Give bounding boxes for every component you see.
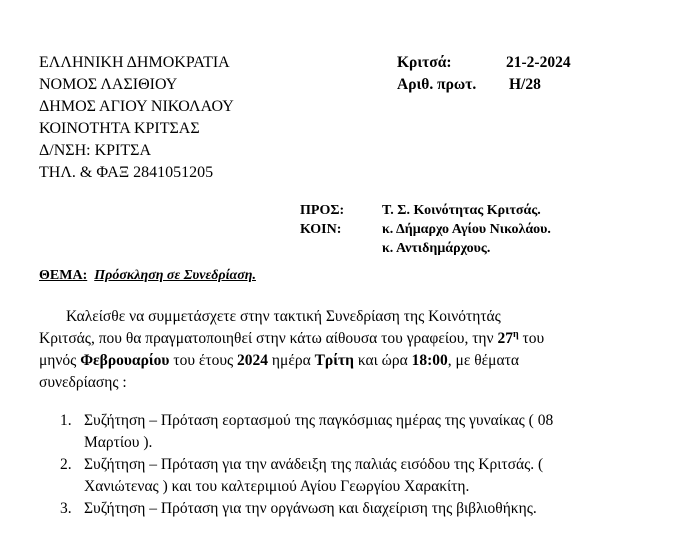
sender-prefecture: ΝΟΜΟΣ ΛΑΣΙΘΙΟΥ [39,76,178,93]
agenda-item [60,498,553,520]
meeting-weekday: Τρίτη [314,352,354,369]
sender-block [39,52,234,184]
meeting-day: 27 [497,330,513,347]
sender-municipality: ΔΗΜΟΣ ΑΓΙΟΥ ΝΙΚΟΛΑΟΥ [39,98,234,115]
paragraph-text: μηνός [39,352,81,369]
agenda-item-text: Χανιώτενας ) και του καλτεριμιού Αγίου Γεωργίου Χαρακίτη. [84,478,470,495]
agenda-item-text: Συζήτηση – Πρόταση για την οργάνωση και διαχείριση της βιβλιοθήκης. [84,500,537,517]
sender-phone-fax: ΤΗΛ. & ΦΑΞ 2841051205 [39,164,214,181]
sender-community: ΚΟΙΝΟΤΗΤΑ ΚΡΙΤΣΑΣ [39,120,200,137]
subject-text: Πρόσκληση σε Συνεδρίαση. [94,268,256,283]
paragraph-text: ημέρα [268,352,315,369]
place-label: Κριτσά: [397,54,452,71]
protocol-number: Η/28 [509,76,541,93]
meeting-month: Φεβρουαρίου [80,352,170,369]
subject-line [39,266,256,286]
invitation-paragraph [39,306,639,394]
meeting-year: 2024 [237,352,269,369]
subject-colon: : [82,268,88,283]
agenda-item [60,410,553,454]
agenda-item-text: Μαρτίου ). [84,434,153,451]
protocol-label: Αριθ. πρωτ. [397,76,477,93]
paragraph-line-3 [39,350,639,372]
cc-label: ΚΟΙΝ: [300,222,342,237]
day-ordinal-suffix: η [512,328,519,340]
cc-recipient-mayor: κ. Δήμαρχο Αγίου Νικολάου. [382,222,551,237]
agenda-list [60,410,553,520]
paragraph-text: του [518,330,545,347]
to-recipient: Τ. Σ. Κοινότητας Κριτσάς. [382,203,541,218]
agenda-item-text: Συζήτηση – Πρόταση εορτασμού της παγκόσμιας ημέρας της γυναίκας ( 08 [84,412,554,429]
cc-recipient-deputies: κ. Αντιδημάρχους. [382,241,491,256]
paragraph-text: και ώρα [353,352,412,369]
sender-address: Δ/ΝΣΗ: ΚΡΙΤΣΑ [39,142,152,159]
sender-country: ΕΛΛΗΝΙΚΗ ΔΗΜΟΚΡΑΤΙΑ [39,54,230,71]
agenda-item-number: 1. [60,412,72,429]
paragraph-line-1: Καλείσθε να συμμετάσχετε στην τακτική Συνεδρίαση της Κοινότητάς [66,308,501,325]
meeting-time: 18:00 [411,352,448,369]
paragraph-line-4: συνεδρίασης : [39,374,127,391]
agenda-item-text: Συζήτηση – Πρόταση για την ανάδειξη της παλιάς εισόδου της Κριτσάς. ( [84,456,544,473]
subject-label: ΘΕΜΑ [39,268,83,283]
agenda-item-number: 2. [60,456,72,473]
paragraph-text: του έτους [169,352,238,369]
paragraph-line-2 [39,328,639,350]
agenda-item-number: 3. [60,500,72,517]
document-date: 21-2-2024 [506,54,571,71]
paragraph-text: Κριτσάς, που θα πραγματοποιηθεί στην κάτω αίθουσα του γραφείου, την [39,330,498,347]
agenda-item [60,454,553,498]
paragraph-text: , με θέματα [447,352,519,369]
to-label: ΠΡΟΣ: [300,203,345,218]
